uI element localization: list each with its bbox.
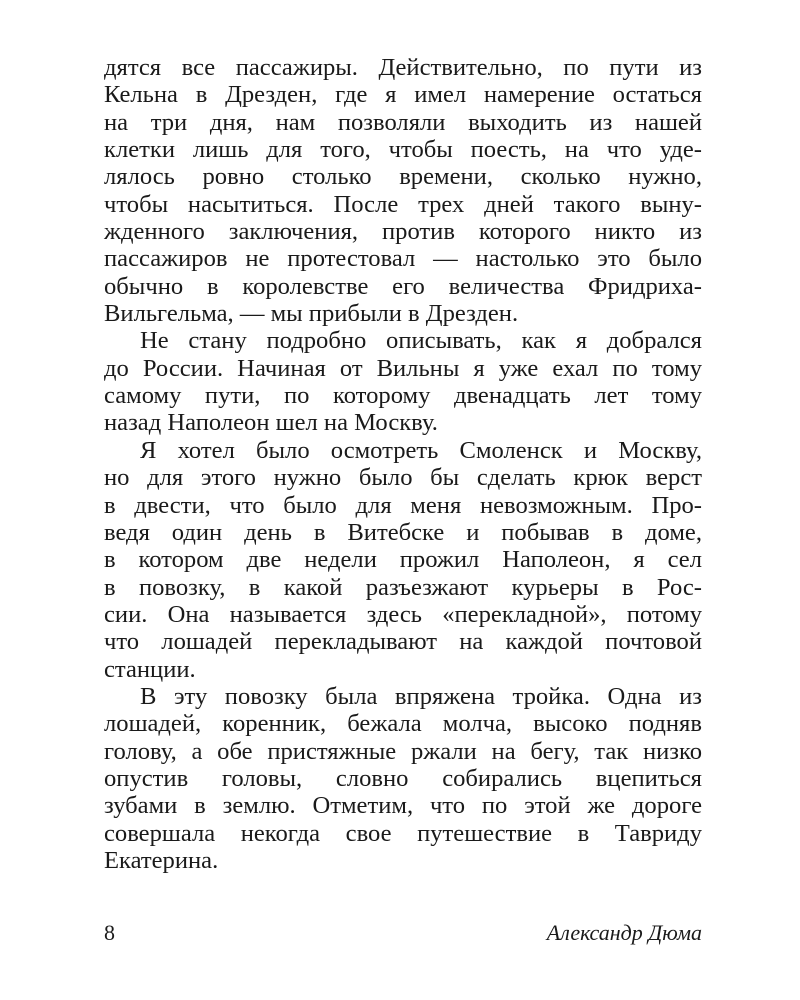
- text-line: но для этого нужно было бы сделать крюк верст: [104, 464, 702, 492]
- text-line: в двести, что было для меня невозможным. Про-: [104, 491, 702, 519]
- paragraph-1: [104, 54, 702, 327]
- text-line: Кельна в Дрезден, где я имел намерение остаться: [104, 81, 702, 109]
- text-line: на три дня, нам позволяли выходить из нашей: [104, 108, 702, 136]
- text-line: в котором две недели прожил Наполеон, я сел: [104, 546, 702, 574]
- text-line: Не стану подробно описывать, как я добрался: [140, 327, 702, 355]
- text-line: ведя один день в Витебске и побывав в доме,: [104, 518, 702, 546]
- text-line: жденного заключения, против которого никто из: [104, 218, 702, 246]
- text-line: лошадей, коренник, бежала молча, высоко подняв: [104, 710, 702, 738]
- text-line: Вильгельма, — мы прибыли в Дрезден.: [104, 300, 519, 328]
- text-line: клетки лишь для того, чтобы поесть, на что уде-: [104, 136, 702, 164]
- text-line: совершала некогда свое путешествие в Тавриду: [104, 819, 702, 847]
- text-line: опустив головы, словно собирались вцепиться: [104, 764, 702, 792]
- text-line: сии. Она называется здесь «перекладной», потому: [104, 600, 702, 628]
- text-line: обычно в королевстве его величества Фридриха-: [104, 272, 702, 300]
- page-number: 8: [104, 920, 115, 945]
- text-line: голову, а обе пристяжные ржали на бегу, так низко: [104, 737, 702, 765]
- paragraph-3: [104, 437, 702, 683]
- text-line: лялось ровно столько времени, сколько нужно,: [104, 163, 702, 191]
- page-footer: [104, 918, 702, 948]
- text-line: назад Наполеон шел на Москву.: [104, 409, 438, 437]
- text-line: Екатерина.: [104, 846, 219, 874]
- text-line: в повозку, в какой разъезжают курьеры в Рос-: [104, 573, 702, 601]
- text-line: пассажиров не протестовал — настолько это было: [104, 245, 702, 273]
- paragraph-4: [104, 683, 702, 874]
- text-line: чтобы насытиться. После трех дней такого выну-: [104, 190, 702, 218]
- text-line: зубами в землю. Отметим, что по этой же дороге: [104, 792, 702, 820]
- text-line: станции.: [104, 655, 196, 683]
- text-line: Я хотел было осмотреть Смоленск и Москву,: [140, 436, 702, 464]
- paragraph-2: [104, 327, 702, 436]
- text-line: В эту повозку была впряжена тройка. Одна из: [140, 682, 702, 710]
- running-footer-author: Александр Дюма: [546, 920, 702, 945]
- page-body: [104, 54, 702, 874]
- text-line: дятся все пассажиры. Действительно, по пути из: [104, 54, 702, 81]
- text-line: самому пути, по которому двенадцать лет тому: [104, 382, 702, 410]
- text-line: что лошадей перекладывают на каждой почтовой: [104, 628, 702, 656]
- text-line: до России. Начиная от Вильны я уже ехал по тому: [104, 354, 702, 382]
